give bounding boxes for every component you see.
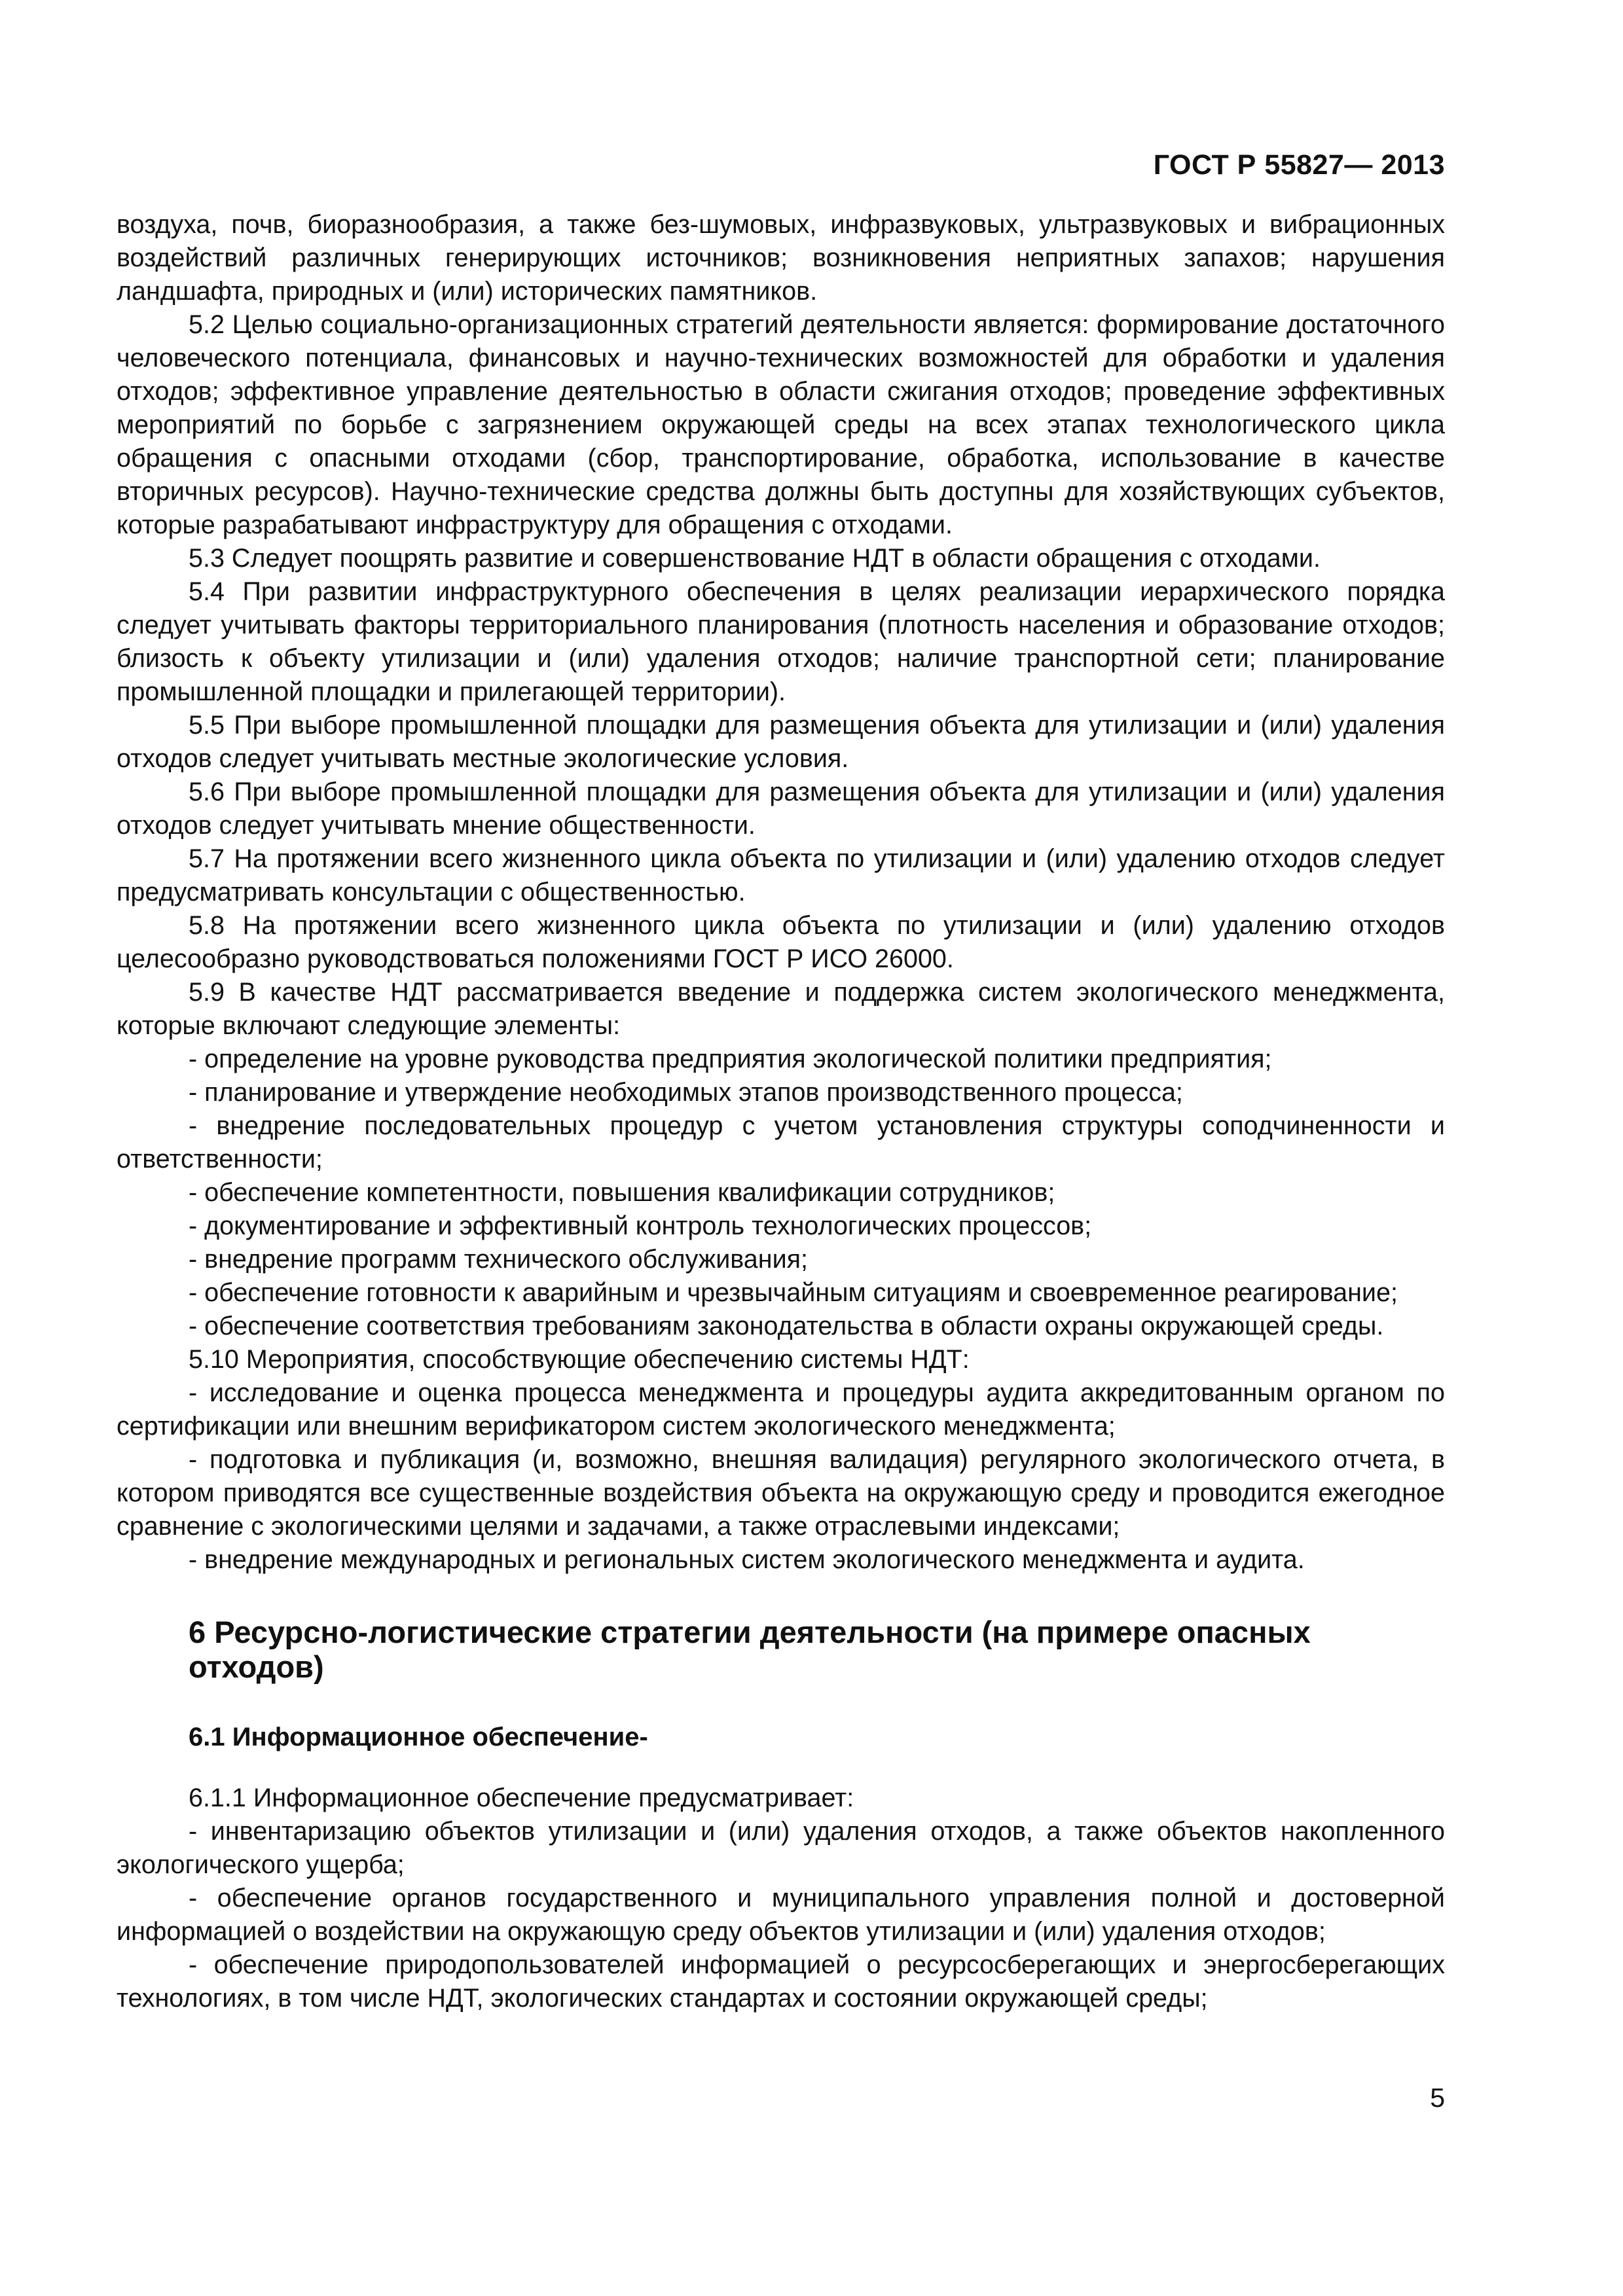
list-item: - планирование и утверждение необходимых этапов производственного процесса; xyxy=(189,1078,1183,1107)
section-heading: 6 Ресурсно-логистические стратегии деятельности (на примере опасных отходов) xyxy=(189,1615,1311,1684)
list-item: - обеспечение органов государственного и муниципального управления полной и достоверной информацией о воздействии на окружающую среду объектов утилизации и (или) удаления отходов; xyxy=(117,1884,1445,1946)
list-item: - обеспечение соответствия требованиям законодательства в области охраны окружающей среды. xyxy=(189,1312,1384,1340)
list-item: - обеспечение готовности к аварийным и чрезвычайным ситуациям и своевременное реагирование; xyxy=(189,1278,1398,1307)
paragraph-5-10: 5.10 Мероприятия, способствующие обеспечению системы НДТ: xyxy=(189,1345,970,1374)
list-item: - внедрение последовательных процедур с учетом установления структуры соподчиненности и ответственности; xyxy=(117,1111,1445,1174)
list-item: - обеспечение компетентности, повышения квалификации сотрудников; xyxy=(189,1178,1055,1207)
list-item: - внедрение международных и региональных систем экологического менеджмента и аудита. xyxy=(189,1545,1305,1574)
paragraph: воздуха, почв, биоразнообразия, а также без-шумовых, инфразвуковых, ультразвуковых и вибрационных воздействий различных генерирующих источников; возникновения неприятных запахов; нарушения ландшафта, природных и (или) исторических памятников. xyxy=(117,210,1445,306)
subsection-heading: 6.1 Информационное обеспечение- xyxy=(189,1723,648,1751)
paragraph-5-5: 5.5 При выборе промышленной площадки для размещения объекта для утилизации и (или) удаления отходов следует учитывать местные экологические условия. xyxy=(117,711,1445,773)
paragraph-5-9: 5.9 В качестве НДТ рассматривается введение и поддержка систем экологического менеджмента, которые включают следующие элементы: xyxy=(117,978,1445,1040)
document-header: ГОСТ Р 55827— 2013 xyxy=(1153,149,1445,181)
paragraph-5-2: 5.2 Целью социально-организационных стратегий деятельности является: формирование достаточного человеческого потенциала, финансовых и научно-технических возможностей для обработки и удаления отходов; эффективное управление деятельностью в области сжигания отходов; проведение эффективных мероприятий по борьбе с загрязнением окружающей среды на всех этапах технологического цикла обращения с опасными отходами (сбор, транспортирование, обработка, использование в качестве вторичных ресурсов). Научно-технические средства должны быть доступны для хозяйствующих субъектов, которые разрабатывают инфраструктуру для обращения с отходами. xyxy=(117,310,1445,539)
page-number: 5 xyxy=(1430,2083,1445,2113)
list-item: - подготовка и публикация (и, возможно, внешняя валидация) регулярного экологического отчета, в котором приводятся все существенные воздействия объекта на окружающую среду и проводится ежегодное сравнение с экологическими целями и задачами, а также отраслевыми индексами; xyxy=(117,1445,1445,1541)
paragraph-5-7: 5.7 На протяжении всего жизненного цикла объекта по утилизации и (или) удалению отходов следует предусматривать консультации с общественностью. xyxy=(117,844,1445,906)
document-body xyxy=(117,208,1445,2015)
paragraph-5-6: 5.6 При выборе промышленной площадки для размещения объекта для утилизации и (или) удаления отходов следует учитывать мнение общественности. xyxy=(117,778,1445,840)
paragraph-5-8: 5.8 На протяжении всего жизненного цикла объекта по утилизации и (или) удалению отходов целесообразно руководствоваться положениями ГОСТ Р ИСО 26000. xyxy=(117,911,1445,973)
list-item: - внедрение программ технического обслуживания; xyxy=(189,1245,809,1274)
list-item: - инвентаризацию объектов утилизации и (или) удаления отходов, а также объектов накопленного экологического ущерба; xyxy=(117,1817,1445,1879)
list-item: - обеспечение природопользователей информацией о ресурсосберегающих и энергосберегающих технологиях, в том числе НДТ, экологических стандартах и состоянии окружающей среды; xyxy=(117,1950,1445,2013)
paragraph-5-3: 5.3 Следует поощрять развитие и совершенствование НДТ в области обращения с отходами. xyxy=(189,544,1321,573)
paragraph-6-1-1: 6.1.1 Информационное обеспечение предусматривает: xyxy=(189,1784,854,1812)
list-item: - исследование и оценка процесса менеджмента и процедуры аудита аккредитованным органом по сертификации или внешним верификатором систем экологического менеджмента; xyxy=(117,1378,1445,1441)
list-item: - документирование и эффективный контроль технологических процессов; xyxy=(189,1211,1092,1240)
paragraph-5-4: 5.4 При развитии инфраструктурного обеспечения в целях реализации иерархического порядка следует учитывать факторы территориального планирования (плотность населения и образование отходов; близость к объекту утилизации и (или) удаления отходов; наличие транспортной сети; планирование промышленной площадки и прилегающей территории). xyxy=(117,577,1445,706)
list-item: - определение на уровне руководства предприятия экологической политики предприятия; xyxy=(189,1045,1272,1073)
